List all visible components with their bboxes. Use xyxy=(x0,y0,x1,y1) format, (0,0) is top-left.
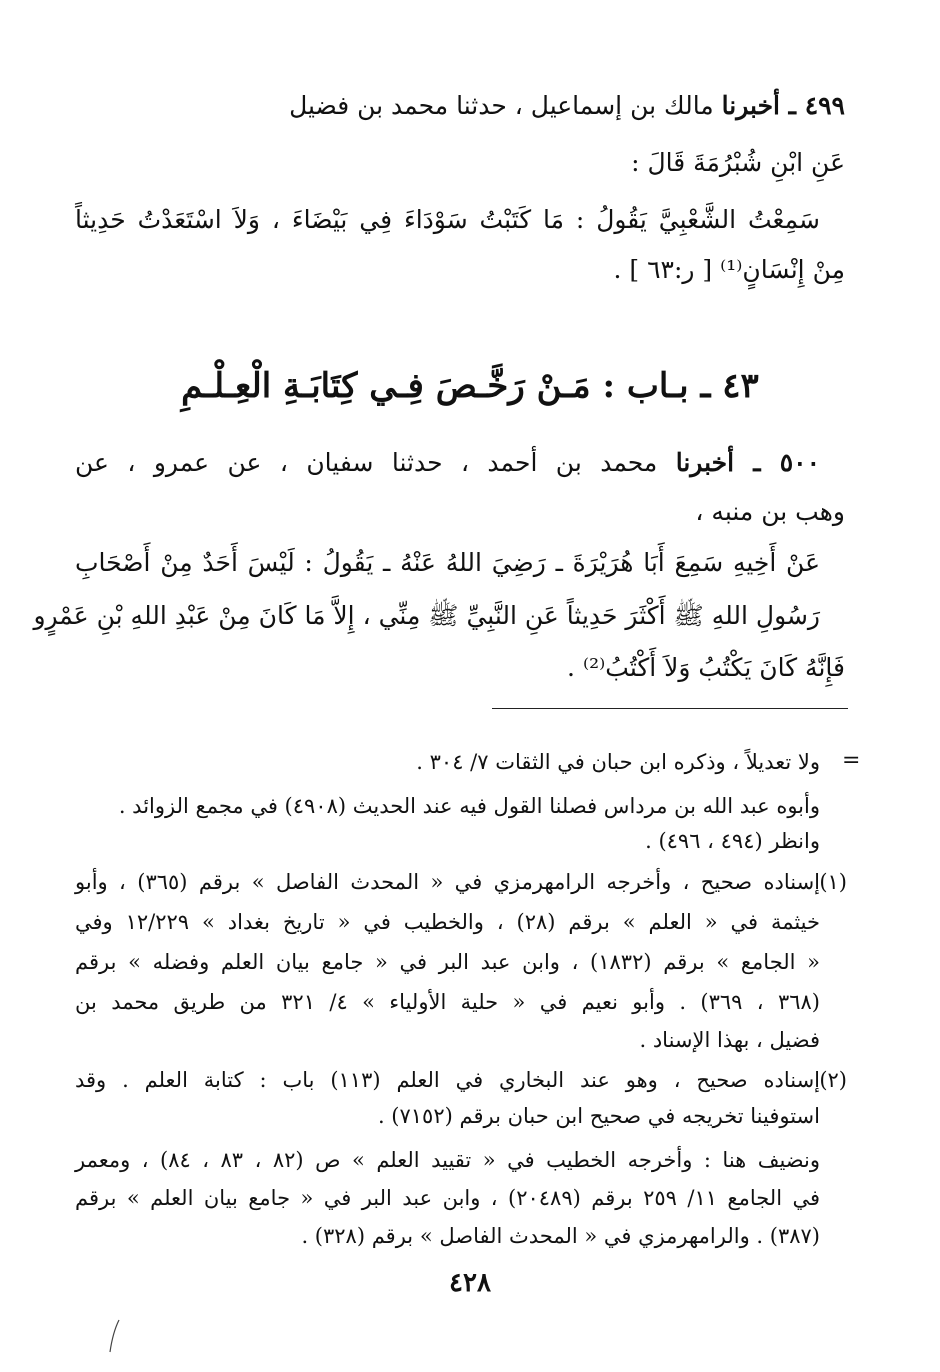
pen-mark-icon xyxy=(108,1318,122,1354)
footnote-cont-line-1: ولا تعديلاً ، وذكره ابن حبان في الثقات ٧/ ٣٠٤ . xyxy=(416,750,820,774)
hadith-499-line-2: عَنِ ابْنِ شُبْرُمَةَ قَالَ : xyxy=(631,148,845,177)
footnote-1-line-4: (٣٦٨ ، ٣٦٩) . وأبو نعيم في « حلية الأولياء » ٤/ ٣٢١ من طريق محمد بن xyxy=(75,990,820,1014)
footnote-1-line-3: « الجامع » برقم (١٨٣٢) ، وابن عبد البر في « جامع بيان العلم وفضله » برقم xyxy=(75,950,821,974)
footnote-1-line-1: إسناده صحيح ، وأخرجه الرامهرمزي في « المحدث الفاصل » برقم (٣٦٥) ، وأبو xyxy=(75,870,820,894)
hadith-500-line-2: وهب بن منبه ، xyxy=(695,497,845,526)
footnote-1-number: (١) xyxy=(819,870,847,894)
footnote-2-line-3: ونضيف هنا : وأخرجه الخطيب في « تقييد العلم » ص (٨٢ ، ٨٣ ، ٨٤) ، ومعمر xyxy=(75,1148,820,1172)
page-number: ٤٢٨ xyxy=(449,1268,491,1298)
hadith-499-line-1 xyxy=(75,88,845,124)
footnote-1-line-5: فضيل ، بهذا الإسناد . xyxy=(639,1028,820,1052)
hadith-500-line-4: رَسُولِ اللهِ ﷺ أَكْثَرَ حَدِيثاً عَنِ النَّبِيِّ ﷺ مِنِّي ، إِلاَّ مَا كَانَ مِنْ عَبْدِ اللهِ بْنِ عَمْرٍو xyxy=(33,601,820,630)
hadith-500-isnad: محمد بن أحمد ، حدثنا سفيان ، عن عمرو ، عن xyxy=(75,448,676,477)
footnote-2-line-4: في الجامع ١١/ ٢٥٩ برقم (٢٠٤٨٩) ، وابن عبد البر في « جامع بيان العلم » برقم xyxy=(75,1186,820,1210)
hadith-500-line-1 xyxy=(75,445,820,481)
footnote-cont-line-3: وانظر (٤٩٤ ، ٤٩٦) . xyxy=(645,829,820,853)
hadith-500-line-5: فَإِنَّهُ كَانَ يَكْتُبُ وَلاَ أَكْتُبُ⁽²⁾ . xyxy=(567,653,845,682)
footnote-2-line-5: (٣٨٧) . والرامهرمزي في « المحدث الفاصل » برقم (٣٢٨) . xyxy=(301,1224,820,1248)
footnote-2-number: (٢) xyxy=(819,1068,847,1092)
hadith-499-line-4: مِنْ إِنْسَانٍ⁽¹⁾ [ ر:٦٣ ] . xyxy=(613,255,845,284)
hadith-499-line-3: سَمِعْتُ الشَّعْبِيَّ يَقُولُ : مَا كَتَبْتُ سَوْدَاءَ فِي بَيْضَاءَ ، وَلاَ اسْتَعَدْتُ حَدِيثاً xyxy=(75,205,820,234)
hadith-500-number: ٥٠٠ ـ أخبرنا xyxy=(675,448,821,477)
footnote-continuation-mark: = xyxy=(842,748,861,773)
footnote-2-line-2: استوفينا تخريجه في صحيح ابن حبان برقم (٧١٥٢) . xyxy=(377,1104,820,1128)
hadith-499-isnad: مالك بن إسماعيل ، حدثنا محمد بن فضيل xyxy=(289,91,722,120)
footnote-2-line-1: إسناده صحيح ، وهو عند البخاري في العلم (١١٣) باب : كتابة العلم . وقد xyxy=(75,1068,821,1092)
chapter-heading: ٤٣ ـ بـاب : مَـنْ رَخَّـصَ فِـي كِتَابَـةِ الْعِـلْـمِ xyxy=(181,366,759,406)
footnote-cont-line-2: وأبوه عبد الله بن مرداس فصلنا القول فيه عند الحديث (٤٩٠٨) في مجمع الزوائد . xyxy=(118,794,820,818)
footnote-1-line-2: خيثمة في « العلم » برقم (٢٨) ، والخطيب في « تاريخ بغداد » ١٢/٢٢٩ وفي xyxy=(75,910,821,934)
footnote-separator xyxy=(492,708,848,709)
hadith-500-line-3: عَنْ أَخِيهِ سَمِعَ أَبَا هُرَيْرَةَ ـ رَضِيَ اللهُ عَنْهُ ـ يَقُولُ : لَيْسَ أَحَدٌ مِنْ أَصْحَابِ xyxy=(75,548,820,577)
hadith-499-number: ٤٩٩ ـ أخبرنا xyxy=(721,91,845,120)
